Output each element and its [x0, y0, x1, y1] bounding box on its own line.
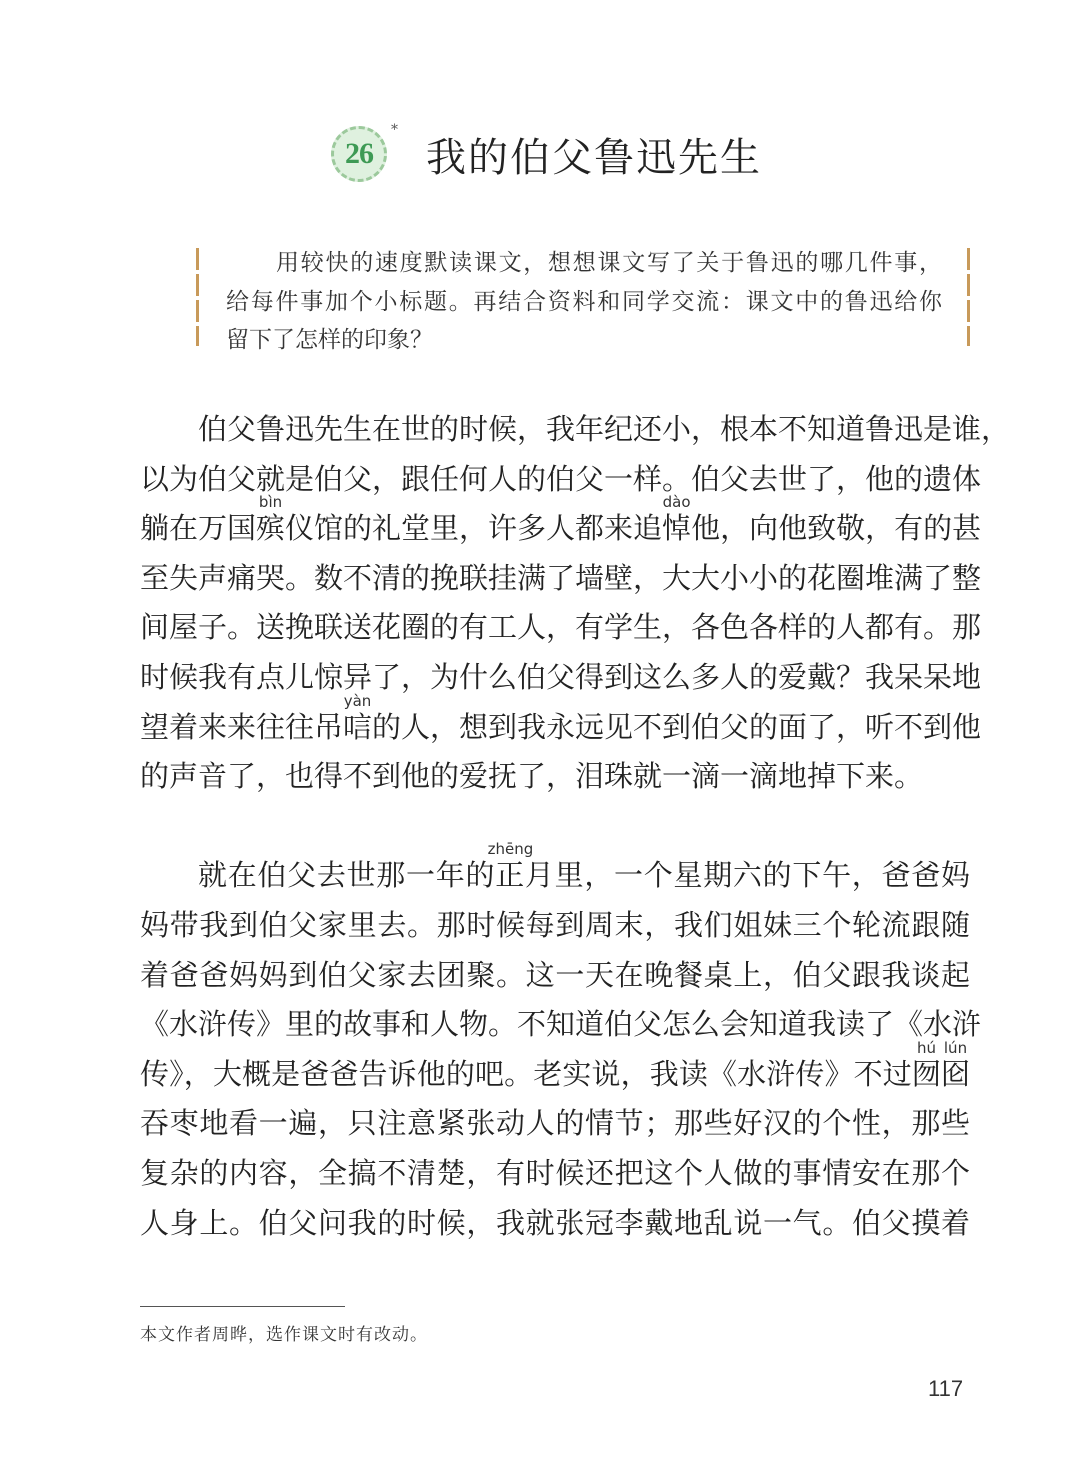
text-segment: 他，向他致敬，有的甚	[691, 511, 982, 546]
paragraph	[140, 394, 1011, 794]
pinyin-annotation: hú	[916, 1038, 936, 1057]
text-segment: 着爸爸妈妈到伯父家去团聚。这一天在晚餐桌上，伯父跟我谈起	[140, 957, 970, 992]
text-line	[140, 444, 982, 496]
text-segment: 时候我有点儿惊异了，为什么伯父得到这么多人的爱戴？我呆呆地	[140, 659, 982, 694]
prompt-line: 用较快的速度默读课文，想想课文写了关于鲁迅的哪几件事，	[276, 250, 942, 276]
pinyin-annotation: bìn	[258, 493, 283, 512]
text-line	[140, 1188, 970, 1238]
prompt-left-bar	[196, 248, 199, 346]
text-line	[140, 394, 1011, 446]
text-line	[140, 493, 982, 546]
text-segment: 传》，大概是爸爸告诉他的吧。老实说，我读《水浒传》不过	[140, 1056, 912, 1091]
ruby-group	[343, 691, 373, 744]
text-line	[140, 890, 970, 940]
lesson-title: 我的伯父鲁迅先生	[426, 135, 762, 181]
text-segment: 《水浒传》里的故事和人物。不知道伯父怎么会知道我读了《水浒	[140, 1007, 982, 1042]
text-segment: 躺在万国	[140, 511, 257, 546]
pinyin-annotation: yàn	[343, 691, 372, 710]
pinyin-annotation: zhēng	[487, 840, 534, 859]
prompt-line: 给每件事加个小标题。再结合资料和同学交流：课文中的鲁迅给你	[226, 288, 942, 315]
self-study-marker: *	[391, 122, 398, 138]
text-segment: 间屋子。送挽联送花圈的有工人，有学生，各色各样的人都有。那	[140, 610, 982, 645]
text-segment: 望着来来往往吊	[140, 709, 344, 744]
lesson-number: 26	[345, 137, 373, 170]
paragraph	[140, 840, 982, 1240]
text-segment: 以为伯父就是伯父，跟任何人的伯父一样。伯父去世了，他的遗体	[140, 461, 982, 496]
page-number: 117	[928, 1376, 964, 1401]
text-segment: 就在伯父去世那一年的	[198, 858, 496, 893]
text-line	[140, 741, 970, 794]
prompt-line: 留下了怎样的印象？	[226, 327, 433, 353]
lesson-body	[140, 394, 1011, 1240]
annotated-character: 囵	[940, 1056, 970, 1091]
annotated-character: 囫	[911, 1056, 941, 1091]
pinyin-annotation: dào	[662, 493, 691, 512]
text-line	[140, 1138, 970, 1188]
text-segment: 的声音了，也得不到他的爱抚了，泪珠就一滴一滴地掉下来。	[140, 759, 924, 794]
footnote-divider	[140, 1306, 345, 1307]
text-line	[140, 840, 970, 893]
reading-prompt	[226, 244, 942, 360]
prompt-right-bar	[967, 248, 970, 346]
annotated-character: 殡	[256, 511, 286, 546]
text-line	[140, 1088, 970, 1141]
pinyin-annotation: lún	[943, 1038, 968, 1057]
text-segment: 伯父鲁迅先生在世的时候，我年纪还小，根本不知道鲁迅是谁，	[198, 412, 1011, 446]
text-segment: 至失声痛哭。数不清的挽联挂满了墙壁，大大小小的花圈堆满了整	[140, 560, 982, 595]
ruby-group	[940, 1038, 970, 1091]
footnote: 本文作者周晔，选作课文时有改动。	[140, 1325, 428, 1345]
text-line	[140, 543, 982, 595]
annotated-character: 唁	[343, 709, 373, 744]
ruby-group	[487, 840, 534, 893]
text-line	[140, 592, 982, 645]
annotated-character: 正	[495, 858, 525, 893]
text-segment: 月里，一个星期六的下午，爸爸妈	[524, 858, 970, 893]
text-line	[140, 989, 982, 1042]
ruby-group	[256, 493, 286, 546]
text-line	[140, 940, 970, 990]
text-line	[140, 1039, 970, 1089]
paragraph-gap	[140, 791, 970, 841]
text-segment: 吞枣地看一遍，只注意紧张动人的情节；那些好汉的个性，那些	[140, 1106, 970, 1141]
text-line	[140, 642, 982, 694]
text-segment: 人身上。伯父问我的时候，我就张冠李戴地乱说一气。伯父摸着	[140, 1205, 970, 1240]
annotated-character: 悼	[662, 511, 692, 546]
ruby-group	[911, 1038, 941, 1091]
text-segment: 仪馆的礼堂里，许多人都来追	[285, 511, 663, 546]
text-segment: 的人，想到我永远见不到伯父的面了，听不到他	[372, 709, 982, 744]
text-segment: 妈带我到伯父家里去。那时候每到周末，我们姐妹三个轮流跟随	[140, 907, 970, 942]
lesson-number-badge	[331, 126, 387, 182]
ruby-group	[662, 493, 692, 546]
text-segment: 复杂的内容，全搞不清楚，有时候还把这个人做的事情安在那个	[140, 1155, 970, 1190]
text-line	[140, 691, 982, 744]
